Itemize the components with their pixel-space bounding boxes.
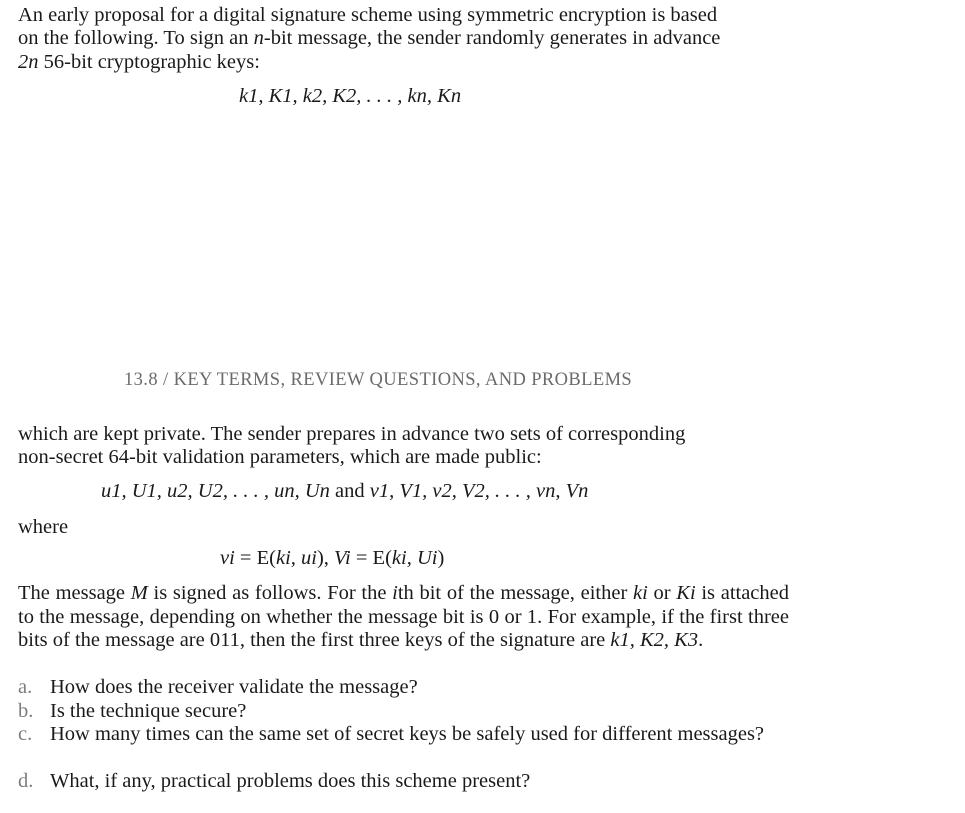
private-paragraph [18, 423, 789, 470]
keys-equation [239, 84, 461, 108]
where-label: where [18, 516, 69, 538]
definition-close: ) [437, 547, 445, 569]
private-line-1: which are kept private. The sender prepares in advance two sets of corresponding [18, 423, 686, 445]
question-d-label: d. [18, 770, 34, 792]
question-a [18, 676, 789, 699]
question-a-text: How does the receiver validate the message? [50, 676, 418, 698]
definition-rhs-2: = E( [350, 547, 392, 569]
question-c-label: c. [18, 723, 33, 745]
validation-equation [101, 479, 588, 503]
question-b-label: b. [18, 700, 34, 722]
keys-equation-text: k1, K1, k2, K2, . . . , kn, Kn [239, 85, 462, 107]
intro-line-2-suffix: -bit message, the sender randomly generates in advance [263, 27, 721, 50]
question-d [18, 770, 789, 793]
intro-line-2-prefix: on the following. To sign an [18, 27, 254, 50]
definition-sep: ), [316, 547, 335, 569]
signing-text-1: The message [18, 582, 131, 604]
intro-paragraph [18, 4, 789, 74]
validation-equation-right: v1, V1, v2, V2, . . . , vn, Vn [369, 480, 589, 502]
signing-var-keys: k1, K2, K3 [610, 629, 699, 651]
definition-equation [220, 546, 444, 570]
definition-args-2: ki, Ui [391, 547, 438, 569]
intro-var-2n: 2n [18, 50, 39, 73]
signing-text-6: . [698, 629, 704, 651]
signing-text-2: is signed as follows. For the [147, 582, 393, 604]
intro-var-n: n [253, 27, 264, 50]
question-b [18, 700, 789, 723]
question-b-text: Is the technique secure? [50, 700, 247, 722]
question-d-text: What, if any, practical problems does this scheme present? [50, 770, 531, 792]
signing-text-3: th bit of the message, either [397, 582, 633, 604]
section-header: 13.8 / KEY TERMS, REVIEW QUESTIONS, AND PROBLEMS [124, 370, 633, 390]
intro-line-3-suffix: 56-bit cryptographic keys: [38, 50, 260, 73]
definition-rhs-1: = E( [234, 547, 276, 569]
signing-var-ki: ki [632, 582, 648, 604]
definition-args-1: ki, ui [275, 547, 317, 569]
question-c-text: How many times can the same set of secret keys be safely used for different messages? [50, 723, 765, 745]
private-line-2: non-secret 64-bit validation parameters, which are made public: [18, 446, 542, 469]
signing-text-5: is attached to the message, depending on whether the message bit is 0 or 1. For example, if the first three bits of the message are 011, then the first three keys of the signature are [18, 582, 790, 651]
intro-line-1: An early proposal for a digital signature scheme using symmetric encryption is based [18, 4, 718, 26]
validation-equation-and: and [329, 480, 370, 502]
question-a-label: a. [18, 676, 33, 698]
signing-paragraph [18, 582, 789, 653]
definition-lhs-1: vi [220, 547, 235, 569]
definition-lhs-2: Vi [334, 547, 351, 569]
signing-var-Ki: Ki [676, 582, 696, 604]
signing-var-M: M [130, 582, 148, 604]
signing-var-i: i [392, 582, 398, 604]
question-c [18, 723, 789, 746]
validation-equation-left: u1, U1, u2, U2, . . . , un, Un [101, 480, 330, 502]
signing-text-4: or [647, 582, 677, 604]
